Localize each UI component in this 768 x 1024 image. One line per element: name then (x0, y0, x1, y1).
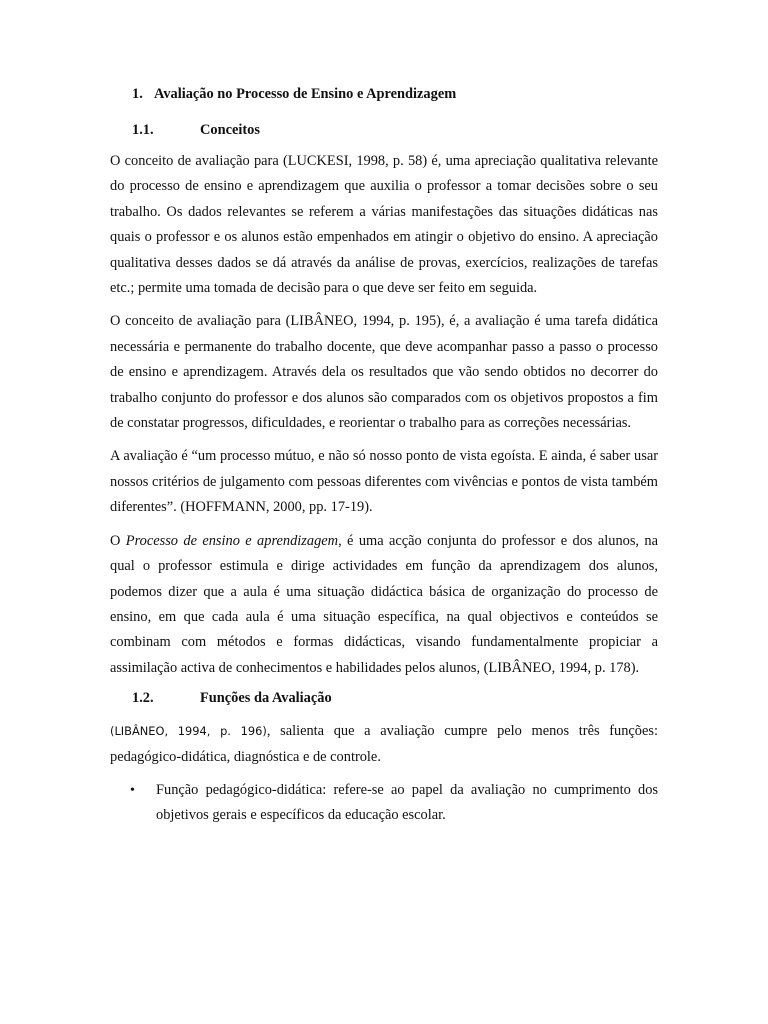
subsection-title: Conceitos (200, 122, 260, 138)
subsection-heading-1-2 (132, 688, 658, 708)
bullet-list (110, 778, 658, 829)
paragraph-funcoes (110, 719, 658, 770)
list-item (110, 778, 658, 829)
paragraph-body: , é uma acção conjunta do professor e dos alunos, na qual o professor estimula e dirige actividades em função da aprendizagem dos alunos, podemos dizer que a aula é uma situação didáctica básica de organização do processo de ensino, em que cada aula é uma situação específica, na qual objectivos e conteúdos se combinam com métodos e formas didácticas, visando fundamentalmente propiciar a assimilação activa de conhecimentos e habilidades pelos alunos, (LIBÂNEO, 1994, p. 178). (110, 532, 658, 676)
section-number: 1. (132, 86, 143, 102)
paragraph-body: , salienta que a avaliação cumpre pelo menos três funções: pedagógico-didática, diagnóstica e de controle. (110, 723, 658, 765)
citation: (LIBÂNEO, 1994, p. 196) (110, 724, 267, 739)
paragraph-luckesi: O conceito de avaliação para (LUCKESI, 1998, p. 58) é, uma apreciação qualitativa relevante do processo de ensino e aprendizagem que auxilia o professor a tomar decisões sobre o seu trabalho. Os dados relevantes se referem a várias manifestações das situações didáticas nas quais o professor e os alunos estão empenhados em atingir o objetivo do ensino. A apreciação qualitativa desses dados se dá através da análise de provas, exercícios, realizações de tarefas etc.; permite uma tomada de decisão para o que deve ser feito em seguida. (110, 153, 658, 297)
paragraph-processo-ensino (110, 529, 658, 681)
section-title: Avaliação no Processo de Ensino e Aprendizagem (154, 86, 457, 102)
paragraph-hoffmann: A avaliação é “um processo mútuo, e não só nosso ponto de vista egoísta. E ainda, é saber usar nossos critérios de julgamento com pessoas diferentes com vivências e pontos de vista também diferentes”. (HOFFMANN, 2000, pp. 17-19). (110, 448, 658, 516)
italic-term: Processo de ensino e aprendizagem (125, 532, 339, 549)
subsection-number: 1.1. (132, 122, 154, 138)
section-heading-1 (132, 84, 658, 104)
paragraph-libaneo-195: O conceito de avaliação para (LIBÂNEO, 1994, p. 195), é, a avaliação é uma tarefa didática necessária e permanente do trabalho docente, que deve acompanhar passo a passo o processo de ensino e aprendizagem. Através dela os resultados que vão sendo obtidos no decorrer do trabalho conjunto do professor e dos alunos são comparados com os objetivos propostos a fim de constatar progressos, dificuldades, e reorientar o trabalho para as correções necessárias. (110, 313, 658, 432)
subsection-number: 1.2. (132, 690, 154, 707)
paragraph-prefix: O (110, 532, 126, 549)
document-page (110, 84, 658, 829)
subsection-title: Funções da Avaliação (200, 690, 332, 707)
list-item-text: Função pedagógico-didática: refere-se ao papel da avaliação no cumprimento dos objetivos gerais e específicos da educação escolar. (156, 781, 658, 824)
subsection-heading-1-1 (132, 120, 658, 140)
bullet-icon: • (130, 782, 135, 798)
